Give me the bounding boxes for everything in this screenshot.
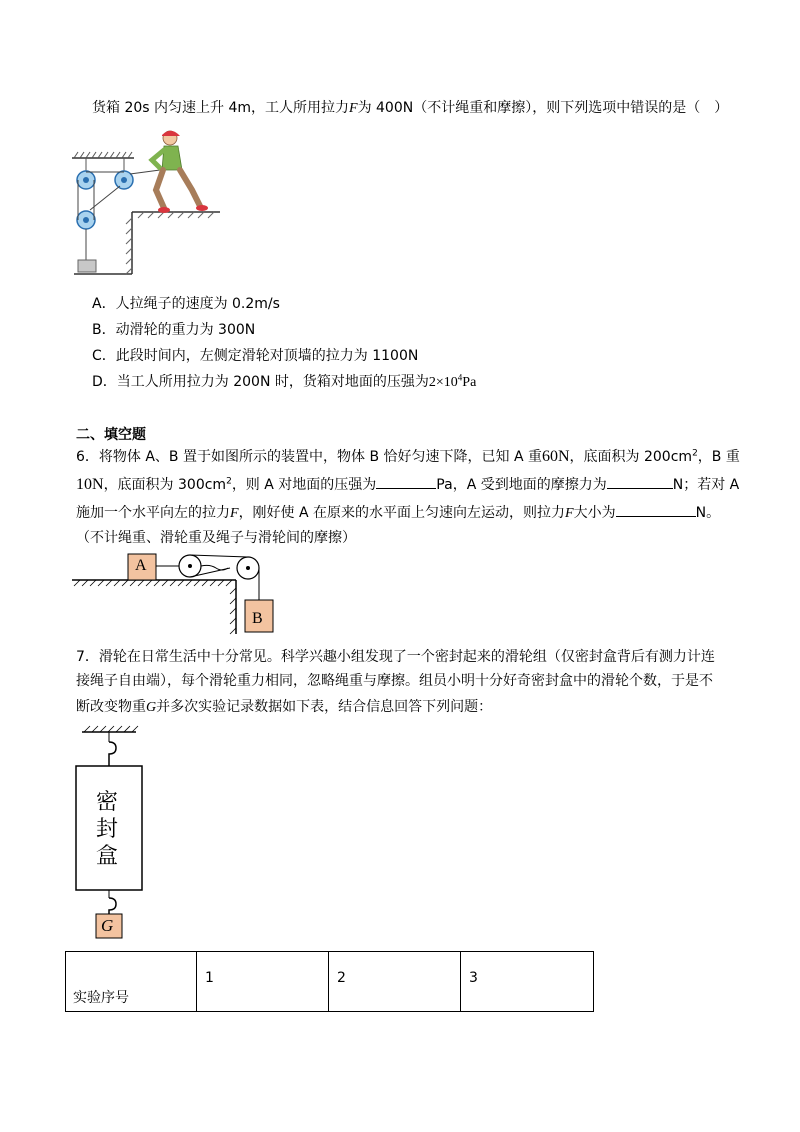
q6-label-a: A: [135, 557, 147, 574]
q7-box-char-1: 密: [96, 790, 119, 815]
experiment-table: [65, 951, 594, 1012]
q5-option-d-formula: $2\times 10^4Pa$: [428, 372, 477, 390]
q5-option-d-text: D．当工人所用拉力为 200N 时，货箱对地面的压强为: [92, 374, 429, 390]
q5-option-b: B．动滑轮的重力为 300N: [92, 322, 256, 338]
q6-weight-b: 10N: [76, 476, 104, 493]
q7-line1: 7．滑轮在日常生活中十分常见。科学兴趣小组发现了一个密封起来的滑轮组（仅密封盒背后有测力计连: [76, 649, 715, 665]
q6-line2: 10N，底面积为 $300cm^2$，则 A 对地面的压强为 Pa，A 受到地面的摩擦力为 N；若对 A: [76, 476, 740, 493]
q6-label-b: B: [252, 610, 263, 627]
q6-line4: （不计绳重、滑轮重及绳子与滑轮间的摩擦）: [76, 530, 356, 546]
table-col-cell: 1: [197, 952, 329, 1012]
table-row: [66, 952, 594, 1012]
q6-weight-a: 60N: [541, 448, 570, 465]
q5-option-d: [92, 371, 476, 391]
q7-line2: 接绳子自由端），每个滑轮重力相同，忽略绳重与摩擦。组员小明十分好奇密封盒中的滑轮个数，于是不: [76, 673, 713, 689]
q6-blank-force[interactable]: [616, 504, 696, 517]
q5-option-c: C．此段时间内，左侧定滑轮对顶墙的拉力为 1100N: [92, 348, 419, 364]
q5-stem-text2: 为 400N（不计绳重和摩擦），则下列选项中错误的是（ ）: [357, 100, 729, 116]
q6-figure: [70, 546, 280, 636]
q7-line3: 断改变物重G并多次实验记录数据如下表，结合信息回答下列问题：: [76, 699, 493, 715]
q6-blank-friction[interactable]: [607, 476, 673, 489]
q6-blank-pressure[interactable]: [376, 476, 436, 489]
q6-line1: 6．将物体 A、B 置于如图所示的装置中，物体 B 恰好匀速下降，已知 A 重60N，底面积为 $200cm^2$，B 重: [76, 448, 740, 465]
q5-stem-F: F: [349, 101, 358, 116]
q5-stem-text: 货箱 20s 内匀速上升 4m，工人所用拉力: [92, 100, 350, 116]
q7-box-char-2: 封: [96, 817, 119, 842]
section-title: 二、填空题: [76, 427, 146, 443]
table-col-cell: 2: [329, 952, 461, 1012]
q5-stem: [92, 97, 728, 117]
table-col-cell: 3: [461, 952, 594, 1012]
table-header-cell: 实验序号: [66, 952, 197, 1012]
q7-weight-label: G: [101, 916, 114, 935]
q7-box-char-3: 盒: [96, 844, 119, 869]
q6-line3: 施加一个水平向左的拉力F，刚好使 A 在原来的水平面上匀速向左运动，则拉力F大小为 N。: [76, 505, 721, 521]
q5-option-a: A．人拉绳子的速度为 0.2m/s: [92, 296, 280, 312]
q5-pulley-worker-figure: [68, 126, 228, 282]
